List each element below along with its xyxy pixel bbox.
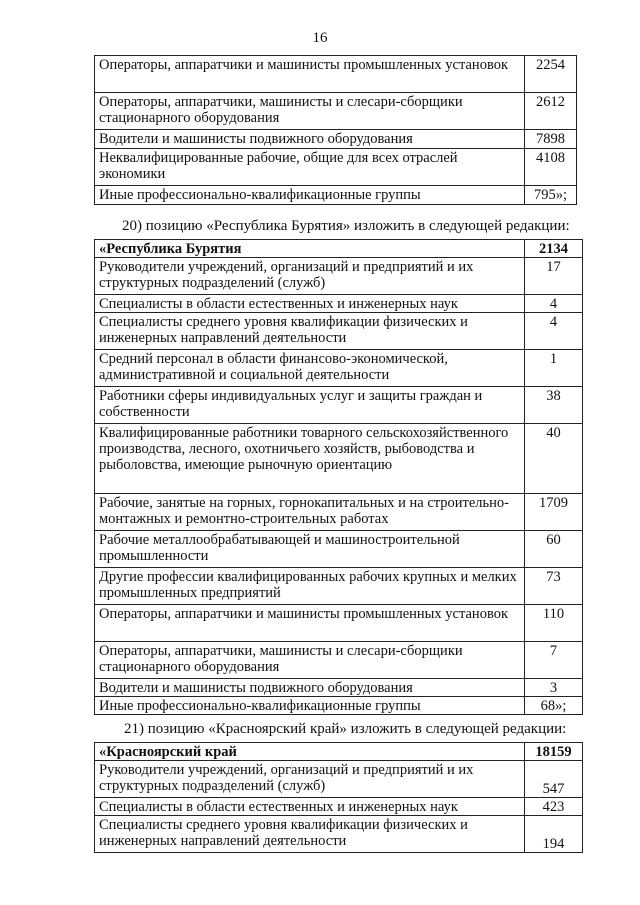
- paragraph-20: 20) позицию «Республика Бурятия» изложить в следующей редакции:: [122, 218, 570, 234]
- row-value: 60: [525, 531, 583, 568]
- table-row: [95, 642, 583, 679]
- row-value: 2254: [525, 56, 577, 93]
- row-value: 7898: [525, 130, 577, 149]
- paragraph-21: 21) позицию «Красноярский край» изложить в следующей редакции:: [124, 721, 567, 737]
- table-header-row: [95, 743, 583, 761]
- row-value: 2612: [525, 93, 577, 130]
- page-number: 16: [312, 30, 328, 46]
- row-name: Специалисты в области естественных и инженерных наук: [95, 798, 525, 816]
- row-name: Водители и машинисты подвижного оборудования: [95, 679, 525, 697]
- table-row: [95, 295, 583, 313]
- row-name: Работники сферы индивидуальных услуг и защиты граждан и собственности: [95, 387, 525, 424]
- row-value: 423: [525, 798, 583, 816]
- row-name: Иные профессионально-квалификационные группы: [95, 697, 525, 715]
- row-value: 7: [525, 642, 583, 679]
- row-name: Руководители учреждений, организаций и предприятий и их структурных подразделений (служб): [95, 761, 525, 798]
- row-value: 4: [525, 295, 583, 313]
- row-value: 73: [525, 568, 583, 605]
- row-value: 68»;: [525, 697, 583, 715]
- table-row: [95, 679, 583, 697]
- table-row: [95, 605, 583, 642]
- table-row: [95, 697, 583, 715]
- row-name: Рабочие, занятые на горных, горнокапитальных и на строительно-монтажных и ремонтно-строительных работах: [95, 494, 525, 531]
- row-name: Операторы, аппаратчики, машинисты и слесари-сборщики стационарного оборудования: [95, 93, 525, 130]
- row-value: 194: [525, 816, 583, 853]
- region-total: 2134: [525, 240, 583, 258]
- table-row: [95, 149, 577, 186]
- row-name: Водители и машинисты подвижного оборудования: [95, 130, 525, 149]
- table-continued: [94, 55, 577, 205]
- table-row: [95, 798, 583, 816]
- row-value: 795»;: [525, 186, 577, 205]
- table-krasnoyarsk: [94, 742, 583, 853]
- table-row: [95, 424, 583, 494]
- row-name: Неквалифицированные рабочие, общие для всех отраслей экономики: [95, 149, 525, 186]
- row-name: Иные профессионально-квалификационные группы: [95, 186, 525, 205]
- table-header-row: [95, 240, 583, 258]
- table-row: [95, 531, 583, 568]
- row-value: 547: [525, 761, 583, 798]
- row-name: Операторы, аппаратчики и машинисты промышленных установок: [95, 605, 525, 642]
- row-value: 4: [525, 313, 583, 350]
- region-name: «Республика Бурятия: [95, 240, 525, 258]
- region-name: «Красноярский край: [95, 743, 525, 761]
- row-name: Специалисты в области естественных и инженерных наук: [95, 295, 525, 313]
- row-name: Рабочие металлообрабатывающей и машиностроительной промышленности: [95, 531, 525, 568]
- row-value: 110: [525, 605, 583, 642]
- row-name: Руководители учреждений, организаций и предприятий и их структурных подразделений (служб): [95, 258, 525, 295]
- row-value: 38: [525, 387, 583, 424]
- row-value: 1: [525, 350, 583, 387]
- table-row: [95, 93, 577, 130]
- table-row: [95, 761, 583, 798]
- table-row: [95, 56, 577, 93]
- row-name: Другие профессии квалифицированных рабочих крупных и мелких промышленных предприятий: [95, 568, 525, 605]
- region-total: 18159: [525, 743, 583, 761]
- row-value: 1709: [525, 494, 583, 531]
- row-name: Специалисты среднего уровня квалификации физических и инженерных направлений деятельности: [95, 816, 525, 853]
- table-row: [95, 350, 583, 387]
- row-name: Операторы, аппаратчики и машинисты промышленных установок: [95, 56, 525, 93]
- table-row: [95, 387, 583, 424]
- table-buryatia: [94, 239, 583, 715]
- table-row: [95, 186, 577, 205]
- table-row: [95, 313, 583, 350]
- row-value: 17: [525, 258, 583, 295]
- table-row: [95, 130, 577, 149]
- table-row: [95, 494, 583, 531]
- table-row: [95, 816, 583, 853]
- row-value: 40: [525, 424, 583, 494]
- row-name: Квалифицированные работники товарного сельскохозяйственного производства, лесного, охотничьего хозяйств, рыбоводства и рыболовства, имеющие рыночную ориентацию: [95, 424, 525, 494]
- row-name: Средний персонал в области финансово-экономической, административной и социальной деятельности: [95, 350, 525, 387]
- row-name: Операторы, аппаратчики, машинисты и слесари-сборщики стационарного оборудования: [95, 642, 525, 679]
- table-row: [95, 568, 583, 605]
- row-name: Специалисты среднего уровня квалификации физических и инженерных направлений деятельности: [95, 313, 525, 350]
- table-row: [95, 258, 583, 295]
- row-value: 4108: [525, 149, 577, 186]
- row-value: 3: [525, 679, 583, 697]
